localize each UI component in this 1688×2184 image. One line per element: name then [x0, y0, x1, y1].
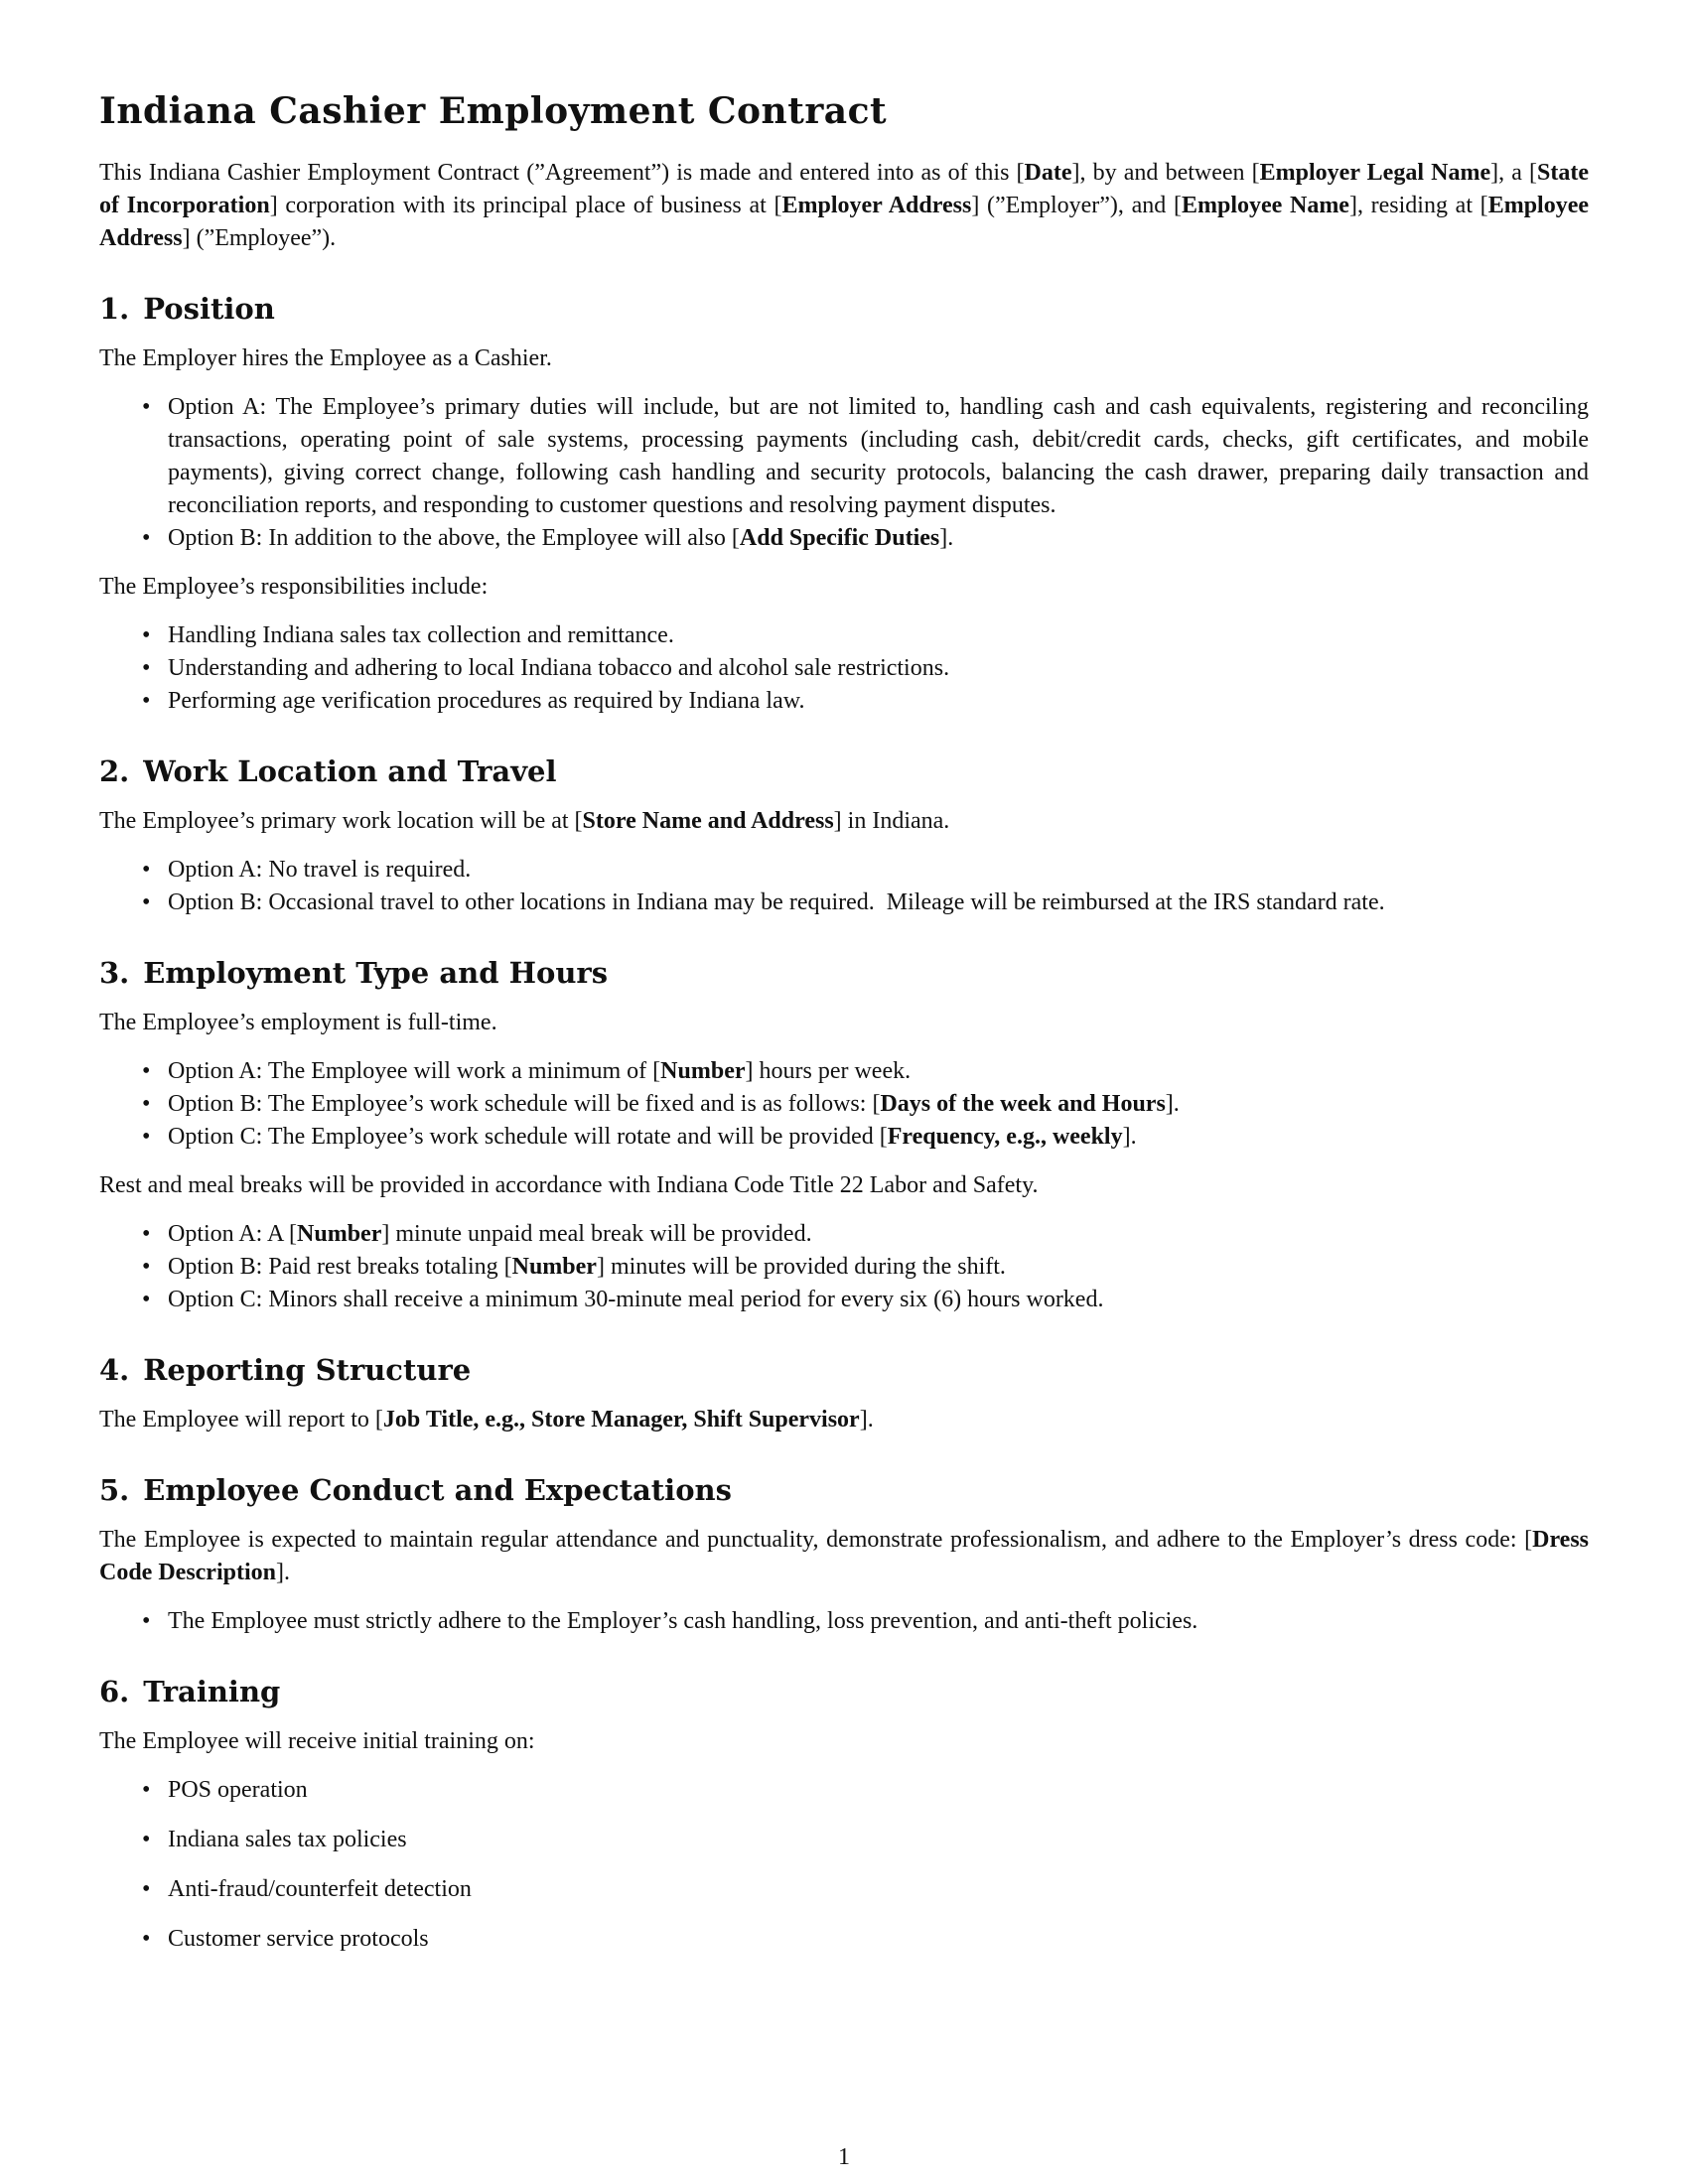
- section-heading: [99, 751, 1589, 791]
- section-title: Employment Type and Hours: [143, 956, 609, 990]
- item-text: ] hours per week.: [745, 1058, 912, 1084]
- list-item: • POS operation: [168, 1774, 1589, 1807]
- section-number: 5.: [99, 1473, 130, 1507]
- section-number: 4.: [99, 1353, 130, 1387]
- intro-text: ], by and between [: [1071, 160, 1260, 186]
- paragraph-text: ] in Indiana.: [833, 808, 950, 834]
- placeholder-field: Days of the week and Hours: [880, 1091, 1166, 1117]
- list-item: • Handling Indiana sales tax collection and remittance.: [168, 619, 1589, 652]
- section-heading: [99, 953, 1589, 993]
- item-text: Option C: The Employee’s work schedule will rotate and will be provided [: [168, 1124, 888, 1150]
- conduct-list: [99, 1605, 1589, 1638]
- employee-address-field: Employee Address: [99, 193, 1590, 251]
- section-title: Employee Conduct and Expectations: [143, 1473, 732, 1507]
- section-paragraph: The Employee’s employment is full-time.: [99, 1010, 497, 1035]
- section-number: 3.: [99, 956, 130, 990]
- section-title: Work Location and Travel: [143, 754, 557, 788]
- break-option-list: [99, 1218, 1589, 1316]
- list-item: • Option B: Occasional travel to other locations in Indiana may be required. Mileage will be reimbursed at the IRS standard rate.: [168, 887, 1589, 919]
- list-item: [168, 1251, 1589, 1284]
- list-item: [168, 1055, 1589, 1088]
- paragraph-text: The Employee will report to [: [99, 1407, 383, 1433]
- item-text: Option B: In addition to the above, the Employee will also [: [168, 525, 740, 551]
- list-item: [168, 1121, 1589, 1154]
- section-paragraph: The Employee will receive initial training on:: [99, 1728, 535, 1754]
- placeholder-field: Frequency, e.g., weekly: [887, 1124, 1123, 1150]
- list-item: • Anti-fraud/counterfeit detection: [168, 1873, 1589, 1906]
- section-work-location: [99, 751, 1589, 919]
- intro-paragraph: [99, 157, 1589, 255]
- section-number: 2.: [99, 754, 130, 788]
- employee-name-field: Employee Name: [1181, 193, 1349, 218]
- placeholder-field: Store Name and Address: [582, 808, 834, 834]
- paragraph-text: The Employee is expected to maintain regular attendance and punctuality, demonstrate professionalism, and adhere to the Employer’s dress code: [: [99, 1527, 1533, 1553]
- section-paragraph: [99, 1524, 1589, 1589]
- document-page: [99, 87, 1589, 1973]
- list-item: • Understanding and adhering to local Indiana tobacco and alcohol sale restrictions.: [168, 652, 1589, 685]
- item-text: Option A: A [: [168, 1221, 298, 1247]
- item-text: ] minute unpaid meal break will be provided.: [381, 1221, 812, 1247]
- item-text: ].: [939, 525, 954, 551]
- section-training: [99, 1672, 1589, 1956]
- list-item: • Option A: No travel is required.: [168, 854, 1589, 887]
- section-paragraph: The Employer hires the Employee as a Cashier.: [99, 345, 552, 371]
- list-item: • Indiana sales tax policies: [168, 1824, 1589, 1856]
- item-text: ].: [1165, 1091, 1180, 1117]
- responsibilities-list: [99, 619, 1589, 718]
- section-heading: [99, 1470, 1589, 1510]
- section-paragraph: Rest and meal breaks will be provided in accordance with Indiana Code Title 22 Labor and Safety.: [99, 1172, 1039, 1198]
- option-list: [99, 391, 1589, 555]
- section-heading: [99, 1350, 1589, 1390]
- section-position: [99, 289, 1589, 718]
- list-item: • The Employee must strictly adhere to the Employer’s cash handling, loss prevention, and anti-theft policies.: [168, 1605, 1589, 1638]
- item-text: ].: [1122, 1124, 1137, 1150]
- section-paragraph: [99, 1404, 1589, 1436]
- section-title: Position: [143, 292, 275, 326]
- section-heading: [99, 1672, 1589, 1711]
- list-item: • Customer service protocols: [168, 1923, 1589, 1956]
- list-item: [168, 522, 1589, 555]
- placeholder-field: Dress Code Description: [99, 1527, 1589, 1585]
- placeholder-field: Number: [297, 1221, 382, 1247]
- section-heading: [99, 289, 1589, 329]
- placeholder-field: Number: [660, 1058, 746, 1084]
- section-title: Reporting Structure: [143, 1353, 472, 1387]
- intro-text: ] (”Employer”), and [: [971, 193, 1182, 218]
- paragraph-text: ].: [275, 1560, 290, 1585]
- option-list: [99, 854, 1589, 919]
- page-number: 1: [838, 2144, 850, 2170]
- paragraph-text: ].: [859, 1407, 874, 1433]
- date-field: Date: [1024, 160, 1072, 186]
- section-title: Training: [143, 1675, 281, 1708]
- placeholder-field: Job Title, e.g., Store Manager, Shift Supervisor: [382, 1407, 860, 1433]
- list-item: [168, 1218, 1589, 1251]
- paragraph-text: The Employee’s primary work location will be at [: [99, 808, 583, 834]
- intro-text: ], residing at [: [1348, 193, 1488, 218]
- item-text: Option A: The Employee will work a minimum of [: [168, 1058, 661, 1084]
- intro-text: This Indiana Cashier Employment Contract (”Agreement”) is made and entered into as of this [: [99, 160, 1025, 186]
- intro-text: ] corporation with its principal place of business at [: [269, 193, 782, 218]
- list-item: • Performing age verification procedures as required by Indiana law.: [168, 685, 1589, 718]
- list-item: • Option A: The Employee’s primary duties will include, but are not limited to, handling cash and cash equivalents, registering and reconciling transactions, operating point of sale systems, processing payments (including cash, debit/credit cards, checks, gift certificates, and mobile payments), giving correct change, following cash handling and security protocols, balancing the cash drawer, preparing daily transaction and reconciliation reports, and responding to customer questions and resolving payment disputes.: [168, 391, 1589, 522]
- section-number: 1.: [99, 292, 130, 326]
- document-title: Indiana Cashier Employment Contract: [99, 90, 888, 132]
- item-text: Option B: The Employee’s work schedule will be fixed and is as follows: [: [168, 1091, 881, 1117]
- employer-address-field: Employer Address: [781, 193, 972, 218]
- section-paragraph: The Employee’s responsibilities include:: [99, 574, 489, 600]
- placeholder-field: Number: [511, 1254, 597, 1280]
- list-item: [168, 1088, 1589, 1121]
- placeholder-field: Add Specific Duties: [739, 525, 940, 551]
- section-employment-type: [99, 953, 1589, 1316]
- employer-legal-name-field: Employer Legal Name: [1259, 160, 1491, 186]
- section-paragraph: [99, 805, 1589, 838]
- section-number: 6.: [99, 1675, 130, 1708]
- state-of-incorporation-field: State of Incorporation: [99, 160, 1589, 218]
- section-conduct: [99, 1470, 1589, 1638]
- intro-text: ], a [: [1490, 160, 1538, 186]
- item-text: Option B: Paid rest breaks totaling [: [168, 1254, 512, 1280]
- section-reporting: [99, 1350, 1589, 1436]
- schedule-option-list: [99, 1055, 1589, 1154]
- intro-text: ] (”Employee”).: [182, 225, 337, 251]
- list-item: • Option C: Minors shall receive a minimum 30-minute meal period for every six (6) hours worked.: [168, 1284, 1589, 1316]
- item-text: ] minutes will be provided during the shift.: [596, 1254, 1006, 1280]
- training-topics-list: [99, 1774, 1589, 1956]
